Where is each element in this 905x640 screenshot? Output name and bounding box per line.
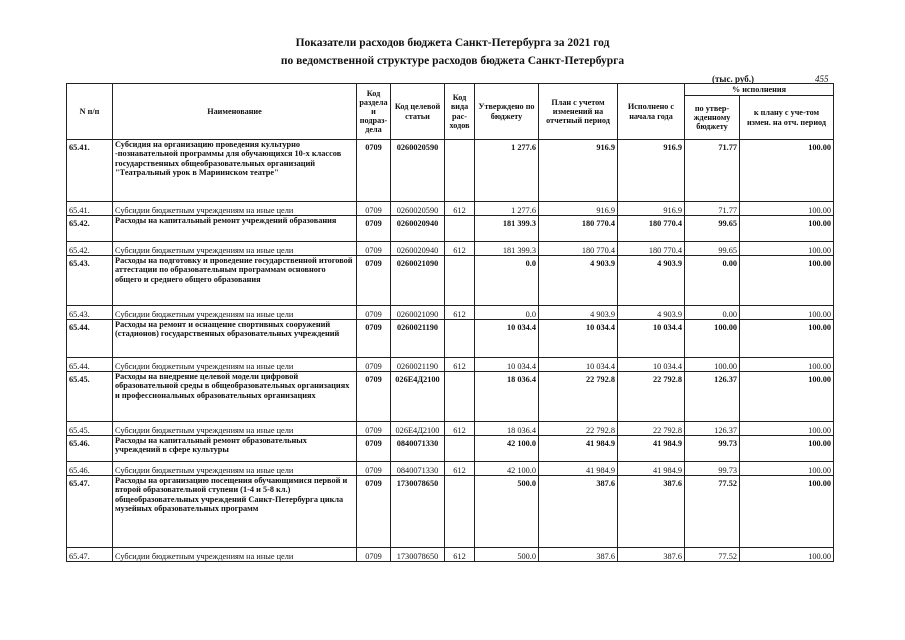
row-approved: 42 100.0	[475, 436, 539, 462]
row-vid-code	[445, 436, 475, 462]
row-plan: 916.9	[539, 140, 618, 202]
row-razdel-code: 0709	[357, 372, 391, 422]
row-approved: 500.0	[475, 476, 539, 548]
row-vid-code	[445, 372, 475, 422]
row-number: 65.45.	[67, 422, 113, 436]
row-pct-plan: 100.00	[740, 422, 834, 436]
row-approved: 18 036.4	[475, 422, 539, 436]
report-title-line2: по ведомственной структуре расходов бюджета Санкт-Петербурга	[280, 55, 625, 67]
row-target-code: 026Е4Д2100	[391, 372, 445, 422]
row-razdel-code: 0709	[357, 306, 391, 320]
units-label: (тыс. руб.)	[712, 74, 754, 84]
row-number: 65.41.	[67, 140, 113, 202]
col-header-target: Код целевой статьи	[391, 84, 445, 140]
row-approved: 500.0	[475, 548, 539, 562]
row-target-code: 0260021090	[391, 256, 445, 306]
table-row	[67, 256, 834, 306]
table-row	[67, 422, 834, 436]
row-pct-approved: 99.65	[685, 216, 740, 242]
row-pct-plan: 100.00	[740, 436, 834, 462]
row-number: 65.42.	[67, 216, 113, 242]
row-number: 65.47.	[67, 476, 113, 548]
row-pct-plan: 100.00	[740, 242, 834, 256]
row-approved: 181 399.3	[475, 242, 539, 256]
row-pct-approved: 0.00	[685, 256, 740, 306]
row-executed: 22 792.8	[618, 372, 685, 422]
col-header-name: Наименование	[113, 84, 357, 140]
report-title-line1: Показатели расходов бюджета Санкт-Петербурга за 2021 год	[295, 37, 610, 49]
row-plan: 10 034.4	[539, 358, 618, 372]
row-vid-code: 612	[445, 242, 475, 256]
row-vid-code: 612	[445, 462, 475, 476]
row-approved: 181 399.3	[475, 216, 539, 242]
row-name: Субсидия на организацию проведения культурно -познавательной программы для обучающихся 10-х классов государственных общеобразовательных организаций "Театральный урок в Мариинском театре"	[113, 140, 357, 202]
row-target-code: 0260021090	[391, 306, 445, 320]
row-pct-plan: 100.00	[740, 216, 834, 242]
row-pct-approved: 99.65	[685, 242, 740, 256]
row-razdel-code: 0709	[357, 140, 391, 202]
row-pct-plan: 100.00	[740, 202, 834, 216]
row-executed: 916.9	[618, 140, 685, 202]
row-pct-plan: 100.00	[740, 306, 834, 320]
row-plan: 41 984.9	[539, 462, 618, 476]
row-pct-plan: 100.00	[740, 476, 834, 548]
row-name: Субсидии бюджетным учреждениям на иные цели	[113, 422, 357, 436]
row-plan: 387.6	[539, 548, 618, 562]
row-target-code: 0260020590	[391, 202, 445, 216]
table-row	[67, 306, 834, 320]
row-name: Расходы на подготовку и проведение государственной итоговой аттестации по образовательным программам основного общего и среднего общего образования	[113, 256, 357, 306]
row-number: 65.41.	[67, 202, 113, 216]
row-name: Расходы на организацию посещения обучающимися первой и второй образовательной ступени (1-4 и 5-8 кл.) общеобразовательных учреждений Санкт-Петербурга цикла музейных образовательных программ	[113, 476, 357, 548]
row-name: Расходы на капитальный ремонт учреждений образования	[113, 216, 357, 242]
col-header-pct-plan: к плану с уче-том измен. на отч. период	[740, 96, 834, 140]
row-target-code: 0840071330	[391, 462, 445, 476]
row-approved: 1 277.6	[475, 202, 539, 216]
row-target-code: 0840071330	[391, 436, 445, 462]
row-vid-code	[445, 140, 475, 202]
col-header-nn: N п/п	[67, 84, 113, 140]
row-name: Расходы на капитальный ремонт образовательных учреждений в сфере культуры	[113, 436, 357, 462]
row-plan: 41 984.9	[539, 436, 618, 462]
row-name: Субсидии бюджетным учреждениям на иные цели	[113, 548, 357, 562]
row-pct-approved: 99.73	[685, 436, 740, 462]
row-pct-plan: 100.00	[740, 256, 834, 306]
row-name: Субсидии бюджетным учреждениям на иные цели	[113, 358, 357, 372]
row-razdel-code: 0709	[357, 242, 391, 256]
table-row	[67, 242, 834, 256]
col-header-executed: Исполнено с начала года	[618, 84, 685, 140]
row-razdel-code: 0709	[357, 436, 391, 462]
row-pct-approved: 71.77	[685, 140, 740, 202]
row-number: 65.46.	[67, 436, 113, 462]
row-pct-approved: 77.52	[685, 548, 740, 562]
row-number: 65.43.	[67, 256, 113, 306]
row-name: Субсидии бюджетным учреждениям на иные цели	[113, 242, 357, 256]
table-row	[67, 476, 834, 548]
table-row	[67, 436, 834, 462]
row-target-code: 0260021190	[391, 358, 445, 372]
row-executed: 4 903.9	[618, 256, 685, 306]
col-header-approved: Утверждено по бюджету	[475, 84, 539, 140]
row-number: 65.42.	[67, 242, 113, 256]
table-row	[67, 216, 834, 242]
row-name: Субсидии бюджетным учреждениям на иные цели	[113, 462, 357, 476]
row-plan: 180 770.4	[539, 242, 618, 256]
row-target-code: 0260020940	[391, 242, 445, 256]
row-pct-approved: 0.00	[685, 306, 740, 320]
row-pct-approved: 100.00	[685, 358, 740, 372]
row-pct-plan: 100.00	[740, 548, 834, 562]
row-name: Субсидии бюджетным учреждениям на иные цели	[113, 306, 357, 320]
row-vid-code	[445, 320, 475, 358]
col-header-pct-group: % исполнения	[685, 84, 834, 96]
row-plan: 916.9	[539, 202, 618, 216]
row-name: Расходы на внедрение целевой модели цифровой образовательной среды в общеобразовательных организациях и профессиональных образовательных организациях	[113, 372, 357, 422]
row-pct-plan: 100.00	[740, 140, 834, 202]
row-vid-code	[445, 256, 475, 306]
row-number: 65.46.	[67, 462, 113, 476]
row-plan: 22 792.8	[539, 372, 618, 422]
table-row	[67, 140, 834, 202]
row-plan: 4 903.9	[539, 256, 618, 306]
col-header-pct-approved: по утвер-жденному бюджету	[685, 96, 740, 140]
row-executed: 180 770.4	[618, 216, 685, 242]
row-vid-code	[445, 476, 475, 548]
row-razdel-code: 0709	[357, 216, 391, 242]
col-header-plan: План с учетом изменений на отчетный период	[539, 84, 618, 140]
row-number: 65.44.	[67, 320, 113, 358]
row-executed: 387.6	[618, 476, 685, 548]
row-executed: 41 984.9	[618, 462, 685, 476]
row-pct-approved: 99.73	[685, 462, 740, 476]
table-row	[67, 320, 834, 358]
row-executed: 180 770.4	[618, 242, 685, 256]
row-approved: 18 036.4	[475, 372, 539, 422]
row-number: 65.47.	[67, 548, 113, 562]
row-pct-approved: 126.37	[685, 372, 740, 422]
row-target-code: 1730078650	[391, 476, 445, 548]
row-approved: 10 034.4	[475, 358, 539, 372]
row-executed: 41 984.9	[618, 436, 685, 462]
table-body	[67, 140, 834, 562]
row-vid-code: 612	[445, 422, 475, 436]
row-plan: 4 903.9	[539, 306, 618, 320]
row-number: 65.44.	[67, 358, 113, 372]
row-plan: 10 034.4	[539, 320, 618, 358]
row-approved: 0.0	[475, 256, 539, 306]
row-razdel-code: 0709	[357, 476, 391, 548]
row-approved: 10 034.4	[475, 320, 539, 358]
row-plan: 387.6	[539, 476, 618, 548]
row-target-code: 0260021190	[391, 320, 445, 358]
row-pct-approved: 71.77	[685, 202, 740, 216]
expenditure-table	[66, 83, 834, 562]
row-razdel-code: 0709	[357, 422, 391, 436]
row-name: Расходы на ремонт и оснащение спортивных сооружений (стадионов) государственных образовательных учреждений	[113, 320, 357, 358]
row-pct-approved: 77.52	[685, 476, 740, 548]
row-razdel-code: 0709	[357, 358, 391, 372]
row-executed: 387.6	[618, 548, 685, 562]
row-razdel-code: 0709	[357, 256, 391, 306]
row-razdel-code: 0709	[357, 320, 391, 358]
row-pct-approved: 100.00	[685, 320, 740, 358]
row-approved: 42 100.0	[475, 462, 539, 476]
row-executed: 916.9	[618, 202, 685, 216]
row-pct-plan: 100.00	[740, 358, 834, 372]
row-target-code: 0260020940	[391, 216, 445, 242]
row-number: 65.43.	[67, 306, 113, 320]
row-executed: 22 792.8	[618, 422, 685, 436]
row-executed: 10 034.4	[618, 358, 685, 372]
row-razdel-code: 0709	[357, 202, 391, 216]
row-vid-code: 612	[445, 202, 475, 216]
col-header-razdel: Код раздела и подраз-дела	[357, 84, 391, 140]
col-header-vid: Код вида рас-ходов	[445, 84, 475, 140]
table-row	[67, 372, 834, 422]
row-pct-plan: 100.00	[740, 320, 834, 358]
row-approved: 0.0	[475, 306, 539, 320]
page-number: 455	[815, 74, 829, 84]
row-vid-code	[445, 216, 475, 242]
row-target-code: 026Е4Д2100	[391, 422, 445, 436]
row-vid-code: 612	[445, 306, 475, 320]
row-pct-plan: 100.00	[740, 372, 834, 422]
row-vid-code: 612	[445, 358, 475, 372]
table-row	[67, 548, 834, 562]
row-executed: 4 903.9	[618, 306, 685, 320]
row-vid-code: 612	[445, 548, 475, 562]
row-name: Субсидии бюджетным учреждениям на иные цели	[113, 202, 357, 216]
row-plan: 22 792.8	[539, 422, 618, 436]
table-row	[67, 358, 834, 372]
row-pct-plan: 100.00	[740, 462, 834, 476]
row-plan: 180 770.4	[539, 216, 618, 242]
table-row	[67, 202, 834, 216]
row-target-code: 1730078650	[391, 548, 445, 562]
row-target-code: 0260020590	[391, 140, 445, 202]
row-razdel-code: 0709	[357, 462, 391, 476]
table-row	[67, 462, 834, 476]
row-number: 65.45.	[67, 372, 113, 422]
row-razdel-code: 0709	[357, 548, 391, 562]
row-executed: 10 034.4	[618, 320, 685, 358]
row-pct-approved: 126.37	[685, 422, 740, 436]
row-approved: 1 277.6	[475, 140, 539, 202]
